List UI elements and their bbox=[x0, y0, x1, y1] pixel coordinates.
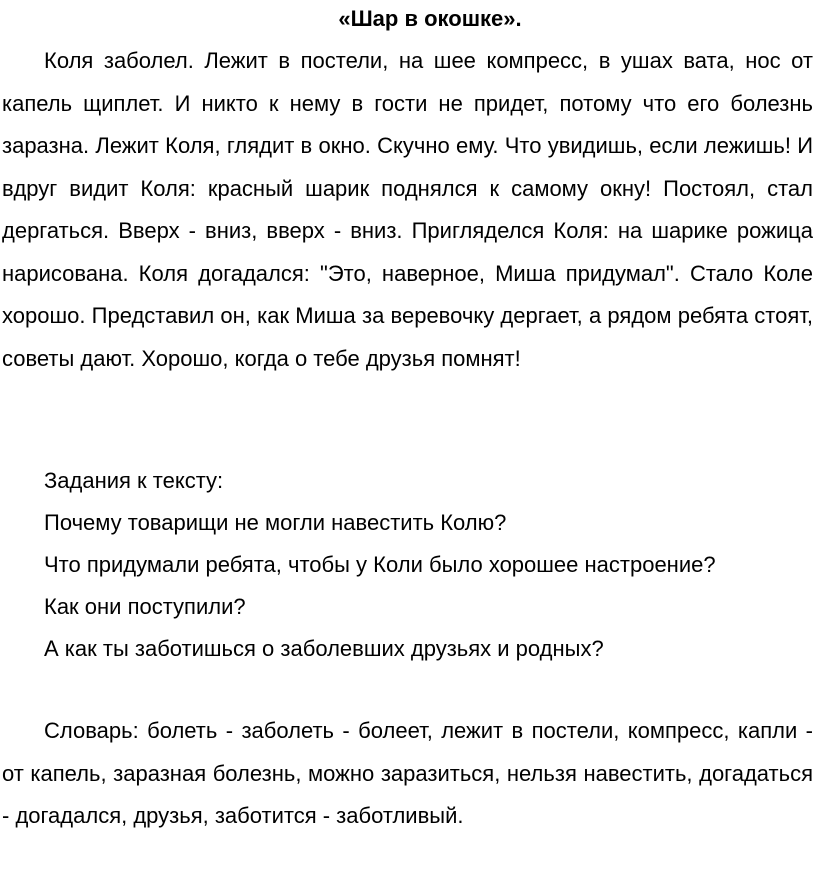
question-item: А как ты заботишься о заболевших друзьях и родных? bbox=[44, 636, 604, 661]
question-item: Почему товарищи не могли навестить Колю? bbox=[44, 510, 507, 535]
story-paragraph: Коля заболел. Лежит в постели, на шее компресс, в ушах вата, нос от капель щиплет. И никто к нему в гости не придет, потому что его болезнь заразна. Лежит Коля, глядит в окно. Скучно ему. Что увидишь, если лежишь! И вдруг видит Коля: красный шарик поднялся к самому окну! Постоял, стал дергаться. Вверх - вниз, вверх - вниз. Пригляделся Коля: на шарике рожица нарисована. Коля догадался: "Это, наверное, Миша придумал". Стало Коле хорошо. Представил он, как Миша за веревочку дергает, а рядом ребята стоят, советы дают. Хорошо, когда о тебе друзья помнят! bbox=[2, 48, 813, 371]
question-item: Что придумали ребята, чтобы у Коли было хорошее настроение? bbox=[44, 552, 716, 577]
document-title: «Шар в окошке». bbox=[338, 6, 522, 31]
tasks-heading: Задания к тексту: bbox=[44, 468, 224, 493]
question-item: Как они поступили? bbox=[44, 594, 246, 619]
dictionary-paragraph: Словарь: болеть - заболеть - болеет, лежит в постели, компресс, капли - от капель, заразная болезнь, можно заразиться, нельзя навестить, догадаться - догадался, друзья, заботится - заботливый. bbox=[2, 718, 813, 828]
